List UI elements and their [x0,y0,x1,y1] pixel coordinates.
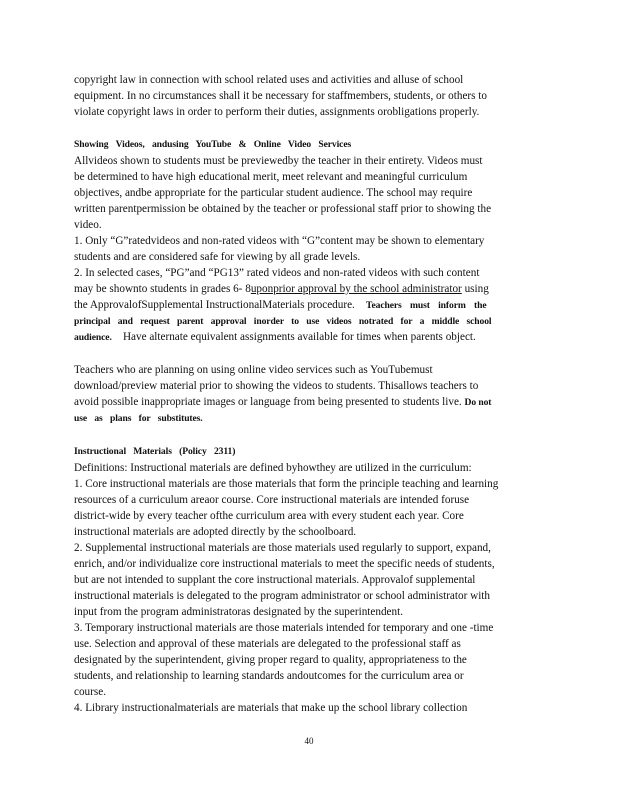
text-line: Allvideos shown to students must be previewedby the teacher in their entirety. Videos must [74,155,483,167]
text-line: students and are considered safe for viewing by all grade levels. [74,251,361,263]
text-run: using [461,283,489,295]
underlined-approval-text: uponprior approval by the school administrator [250,283,462,295]
bold-text-run: Do not [464,397,492,408]
text-line: be determined to have high educational merit, meet relevant and meaningful curriculum [74,171,468,183]
text-line: download/preview material prior to showing the videos to students. Thisallows teachers to [74,380,479,392]
text-line [74,329,544,345]
text-line: input from the program administratoras designated by the superintendent. [74,606,404,618]
text-line [74,394,544,410]
text-line: students, and relationship to learning standards andoutcomes for the curriculum area or [74,670,464,682]
text-run: may be shownto students in grades 6- 8 [74,283,251,295]
text-line: course. [74,686,106,698]
text-line: equipment. In no circumstances shall it be necessary for staffmembers, students, or others to [74,90,487,102]
text-line: video. [74,219,102,231]
bold-text-run: principal and request parent approval inorder to use videos notrated for a middle school [74,316,492,327]
text-line: use. Selection and approval of these materials are delegated to the professional staff as [74,638,461,650]
text-line: copyright law in connection with school related uses and activities and alluse of school [74,74,464,86]
text-line: 4. Library instructionalmaterials are materials that make up the school library collection [74,702,468,714]
text-line [74,281,544,297]
text-line: 1. Core instructional materials are those materials that form the principle teaching and learning [74,478,499,490]
bold-text-run: Teachers must inform the [366,300,487,311]
text-line [74,410,544,426]
text-line: Teachers who are planning on using online video services such as YouTubemust [74,364,433,376]
text-line [74,313,544,329]
text-line: Definitions: Instructional materials are defined byhowthey are utilized in the curriculum: [74,462,472,474]
text-line: designated by the superintendent, giving proper regard to quality, appropriateness to the [74,654,467,666]
text-line: 1. Only “G”ratedvideos and non-rated videos with “G”content may be shown to elementary [74,235,485,247]
bold-text-run: use as plans for substitutes. [74,413,203,424]
page-number: 40 [304,736,314,746]
bold-text-run: audience. [74,332,112,343]
text-line: enrich, and/or individualize core instructional materials to meet the specific needs of students, [74,558,495,570]
section-heading-videos: Showing Videos, andusing YouTube & Online Video Services [74,139,352,150]
section-heading-instructional-materials: Instructional Materials (Policy 2311) [74,446,236,457]
text-line: but are not intended to supplant the core instructional materials. Approvalof supplemental [74,574,476,586]
text-line: 2. Supplemental instructional materials are those materials used regularly to support, expand, [74,542,491,554]
text-run: Have alternate equivalent assignments available for times when parents object. [122,331,476,343]
text-run: the ApprovalofSupplemental InstructionalMaterials procedure. [74,299,355,311]
text-line: 2. In selected cases, “PG”and “PG13” rated videos and non-rated videos with such content [74,267,480,279]
text-line [74,297,544,313]
text-line: 3. Temporary instructional materials are those materials intended for temporary and one -time [74,622,494,634]
text-line: instructional materials is delegated to the program administrator or school administrator with [74,590,491,602]
text-line: written parentpermission be obtained by the teacher or professional staff prior to showing the [74,203,492,215]
text-line: district-wide by every teacher ofthe curriculum area with every student each year. Core [74,510,464,522]
text-run: avoid possible inappropriate images or language from being presented to students live. [74,396,462,408]
text-line: objectives, andbe appropriate for the particular student audience. The school may require [74,187,473,199]
text-line: violate copyright laws in order to perform their duties, assignments orobligations properly. [74,106,480,118]
text-line: instructional materials are adopted directly by the schoolboard. [74,526,357,538]
text-line: resources of a curriculum areaor course. Core instructional materials are intended foruse [74,494,470,506]
